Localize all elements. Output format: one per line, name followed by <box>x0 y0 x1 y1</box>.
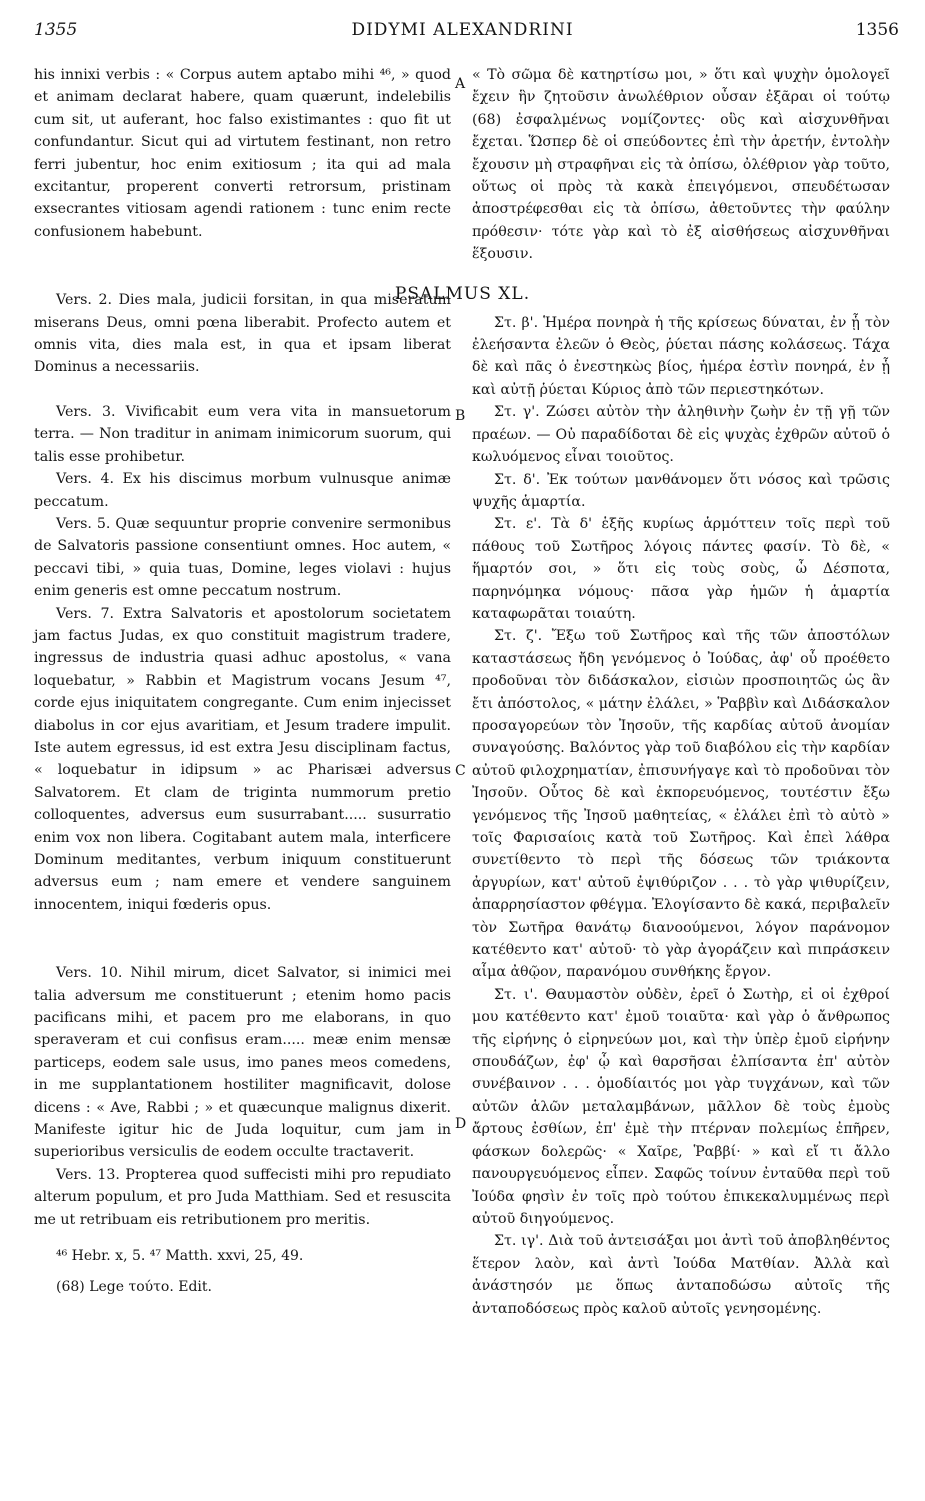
margin-letter-d: D <box>455 1116 467 1132</box>
margin-letter-c: C <box>455 763 466 779</box>
page-number-right: 1356 <box>855 20 899 40</box>
page-number-left: 1355 <box>34 20 78 40</box>
greek-st-13: Στ. ιγ'. Διὰ τοῦ ἀντεισάξαι μοι ἀντὶ τοῦ ἀποβληθέντος ἕτερον λαὸν, καὶ ἀντὶ Ἰούδα Ματθίαν. Ἀλλὰ καὶ ἀνάστησόν με ὅπως ἀνταποδώσω αὐτοῖς τῆς ἀνταποδόσεως πρὸς καλοῦ αὐτοῖς γενησομένης. <box>472 1233 890 1317</box>
footnote-edit: (68) Lege τούτο. Edit. <box>56 1278 212 1295</box>
margin-letter-a: A <box>455 76 466 92</box>
footnotes <box>34 1245 451 1298</box>
footnote-refs: ⁴⁶ Hebr. x, 5. ⁴⁷ Matth. xxvi, 25, 49. <box>56 1248 304 1265</box>
latin-vers-3: Vers. 3. Vivificabit eum vera vita in mansuetorum terra. — Non traditur in animam inimicorum suorum, qui talis esse prohibetur. <box>34 403 451 465</box>
greek-para-1: « Τὸ σῶμα δὲ κατηρτίσω μοι, » ὅτι καὶ ψυχὴν ὁμολογεῖ ἔχειν ἣν ζητοῦσιν ἀνωλέθριον οὖσαν ἐξᾶραι οἱ τούτῳ (68) ἐσφαλμένως νομίζοντες· οὓς καὶ αἰσχυνθῆναι ἔχεται. Ὥσπερ δὲ οἱ σπεύδοντες ἐπὶ τὴν ἀρετήν, ἐντολὴν ἔχουσιν μὴ στραφῆναι εἰς τὰ ὀπίσω, ὀλέθριον γὰρ τοῦτο, οὕτως οἱ πρὸς τὰ κακὰ ἐπειγόμενοι, σπευδέτωσαν ἀποστρέφεσθαι εἰς τὰ ὀπίσω, ἀθετοῦντες τὴν φαύλην πρόθεσιν· τότε γὰρ καὶ τὸ ἐξ αἰσθήσεως αἰσχυνθῆναι ἕξουσιν. <box>472 67 890 263</box>
latin-vers-10: Vers. 10. Nihil mirum, dicet Salvator, si inimici mei talia adversum me constituerunt ; etenim homo pacis pacificans mihi, et pacem pro me elaborans, in quo speraveram et cui confisus eram..... meæ enim mensæ particeps, eodem sale usus, imo panes meos comedens, in me supplantationem hostiliter magnificavit, dolose dicens : « Ave, Rabbi ; » et quæcunque malignus dixerit. Manifeste igitur hic de Juda loquitur, cum jam in superioribus versiculis de eodem occulte tractaverit. <box>34 965 451 1161</box>
greek-st-3: Στ. γ'. Ζώσει αὐτὸν τὴν ἀληθινὴν ζωὴν ἐν τῇ γῇ τῶν πραέων. — Οὐ παραδίδοται δὲ εἰς ψυχὰς ἐχθρῶν αὐτοῦ ὁ κωλυόμενος εἶναι τοιοῦτος. <box>472 404 890 466</box>
running-title: DIDYMI ALEXANDRINI <box>351 20 574 40</box>
section-title: PSALMUS XL. <box>394 284 531 304</box>
latin-vers-13: Vers. 13. Propterea quod suffecisti mihi pro repudiato alterum populum, et pro Juda Matthiam. Sed et resuscita me ut retribuam eis retributionem pro meritis. <box>34 1166 451 1228</box>
greek-st-2: Στ. β'. Ἡμέρα πονηρὰ ἡ τῆς κρίσεως δύναται, ἐν ᾗ τὸν ἐλεήσαντα ἐλεῶν ὁ Θεὸς, ῥύεται πάσης κολάσεως. Τάχα δὲ καὶ πᾶς ὁ ἐνεστηκὼς βίος, ἡμέρα ἐστὶν πονηρά, ἐν ᾗ καὶ αὐτῇ ῥύεται Κύριος ἀπὸ τῶν περιεστηκότων. <box>472 314 890 398</box>
latin-para-1: his innixi verbis : « Corpus autem aptabo mihi ⁴⁶, » quod et animam declarat habere, quam quærunt, indelebilis cum sit, ut auferant, hoc falso existimantes : quo fit ut confundantur. Sicut qui ad virtutem festinant, non retro ferri jubentur, hoc enim exitiosum ; ita qui ad mala excitantur, properent converti retrorsum, pristinam exsecrantes vitiosam agendi rationem : tunc enim recte confusionem habebunt. <box>34 67 451 240</box>
greek-st-4: Στ. δ'. Ἐκ τούτων μανθάνομεν ὅτι νόσος καὶ τρῶσις ψυχῆς ἁμαρτία. <box>472 471 890 510</box>
greek-st-5: Στ. ε'. Τὰ δ' ἑξῆς κυρίως ἁρμόττειν τοῖς περὶ τοῦ πάθους τοῦ Σωτῆρος λόγοις πάντες φασίν. Τὸ δὲ, « ἥμαρτόν σοι, » ὅτι εἰς τοὺς σοὺς, ὦ Δέσποτα, παρηνόμηκα νόμους· πᾶσα γὰρ ἡμῶν ἡ ἁμαρτία καταφωρᾶται τοιαύτη. <box>472 516 890 622</box>
greek-st-10: Στ. ι'. Θαυμαστὸν οὐδὲν, ἐρεῖ ὁ Σωτὴρ, εἰ οἱ ἐχθροί μου κατέθεντο κατ' ἐμοῦ τοιαῦτα· καὶ γὰρ ὁ ἄνθρωπος τῆς εἰρήνης ὁ εἰρηνεύων μοι, καὶ τὴν ὑπὲρ ἐμοῦ εἰρήνην σπουδάζων, ἐφ' ᾧ καὶ θαρσῆσαι ἐλπίσαντα ἐπ' αὐτὸν συνέβαινον . . . ὁμοδίαιτός μοι γὰρ τυγχάνων, καὶ τῶν αὐτῶν ἁλῶν μεταλαμβάνων, μᾶλλον δὲ τοὺς ἐμοὺς ἄρτους ἐσθίων, ἐπ' ἐμὲ τὴν πτέρναν πολεμίως ἐπῆρεν, φάσκων δολερῶς· « Χαῖρε, Ῥαββί· » καὶ εἴ τι ἄλλο πανουργευόμενος εἶπεν. Σαφῶς τοίνυν ἐνταῦθα περὶ τοῦ Ἰούδα φησὶν ἐν τοῖς πρὸ τούτου ἐπικεκαλυμμένως περὶ αὐτοῦ διηγούμενος. <box>472 986 890 1227</box>
margin-letter-b: B <box>455 408 466 424</box>
latin-column <box>34 64 451 1306</box>
latin-vers-4: Vers. 4. Ex his discimus morbum vulnusque animæ peccatum. <box>34 471 451 510</box>
greek-st-7: Στ. ζ'. Ἔξω τοῦ Σωτῆρος καὶ τῆς τῶν ἀποστόλων καταστάσεως ἤδη γενόμενος ὁ Ἰούδας, ἀφ' οὗ προέθετο προδοῦναι τὸν διδάσκαλον, εἰσιὼν προσποιητῶς ὡς ἂν ἔτι ἀπόστολος, « μάτην ἐλάλει, » Ῥαββὶν καὶ Διδάσκαλον προσαγορεύων τὸν Ἰησοῦν, τῆς καρδίας αὐτοῦ ἀνομίαν συναγούσης. Βαλόντος γὰρ τοῦ διαβόλου εἰς τὴν καρδίαν αὐτοῦ φιλοχρηματίαν, ἐπισυνήγαγε καὶ τὸ προδοῦναι τὸν Ἰησοῦν. Οὗτος δὲ καὶ ἐκπορευόμενος, τουτέστιν ἔξω γενόμενος τῆς Ἰησοῦ μαθητείας, « ἐλάλει ἐπὶ τὸ αὐτὸ » τοῖς Φαρισαίοις κατὰ τοῦ Σωτῆρος. Καὶ ἐπεὶ λάθρα συνετίθεντο τὸ περὶ τῆς δόσεως τῶν τριάκοντα ἀργυρίων, κατ' αὐτοῦ ἐψιθύριζον . . . τὸ γὰρ ψιθυρίζειν, ἀπαρρησίαστον φθέγμα. Ἐλογίσαντο δὲ κακά, περιβαλεῖν τὸν Σωτῆρα θανάτῳ διανοούμενοι, λόγον παράνομον κατέθεντο κατ' αὐτοῦ· τὸ γὰρ ἀγοράζειν καὶ πιπράσκειν αἷμα ἀθῷον, παρανόμου συνθήκης ἔργον. <box>472 628 890 981</box>
page-header <box>0 20 925 44</box>
greek-column <box>472 64 890 1320</box>
latin-vers-7: Vers. 7. Extra Salvatoris et apostolorum societatem jam factus Judas, ex quo constituit magistrum tradere, ingressus de industria quasi adhuc apostolus, « vana loquebatur, » Rabbin et Magistrum vocans Jesum ⁴⁷, corde ejus iniquitatem congregante. Cum enim injecisset diabolus in cor ejus avaritiam, et Jesum tradere impulit. Iste autem egressus, id est extra Jesu disciplinam factus, « loquebatur in idipsum » ac Pharisæi adversus Salvatorem. Et clam de triginta nummorum pretio colloquentes, adversus eum susurrabant..... susurratio enim vox non libera. Cogitabant autem mala, interficere Dominum meditantes, verbum iniquum constituerunt adversus eum ; nam emere et vendere sanguinem innocentem, iniqui fœderis opus. <box>34 605 451 913</box>
latin-vers-5: Vers. 5. Quæ sequuntur proprie convenire sermonibus de Salvatoris passione consentiunt omnes. Hoc autem, « peccavi tibi, » quia tuas, Domine, leges violavi : hujus enim generis est omne peccatum nostrum. <box>34 515 451 600</box>
latin-vers-2: Vers. 2. Dies mala, judicii forsitan, in qua miseratum miserans Deus, omni pœna liberabit. Profecto autem et omnis vita, dies mala est, in qua et ipsam liberat Dominus a necessariis. <box>34 292 451 376</box>
